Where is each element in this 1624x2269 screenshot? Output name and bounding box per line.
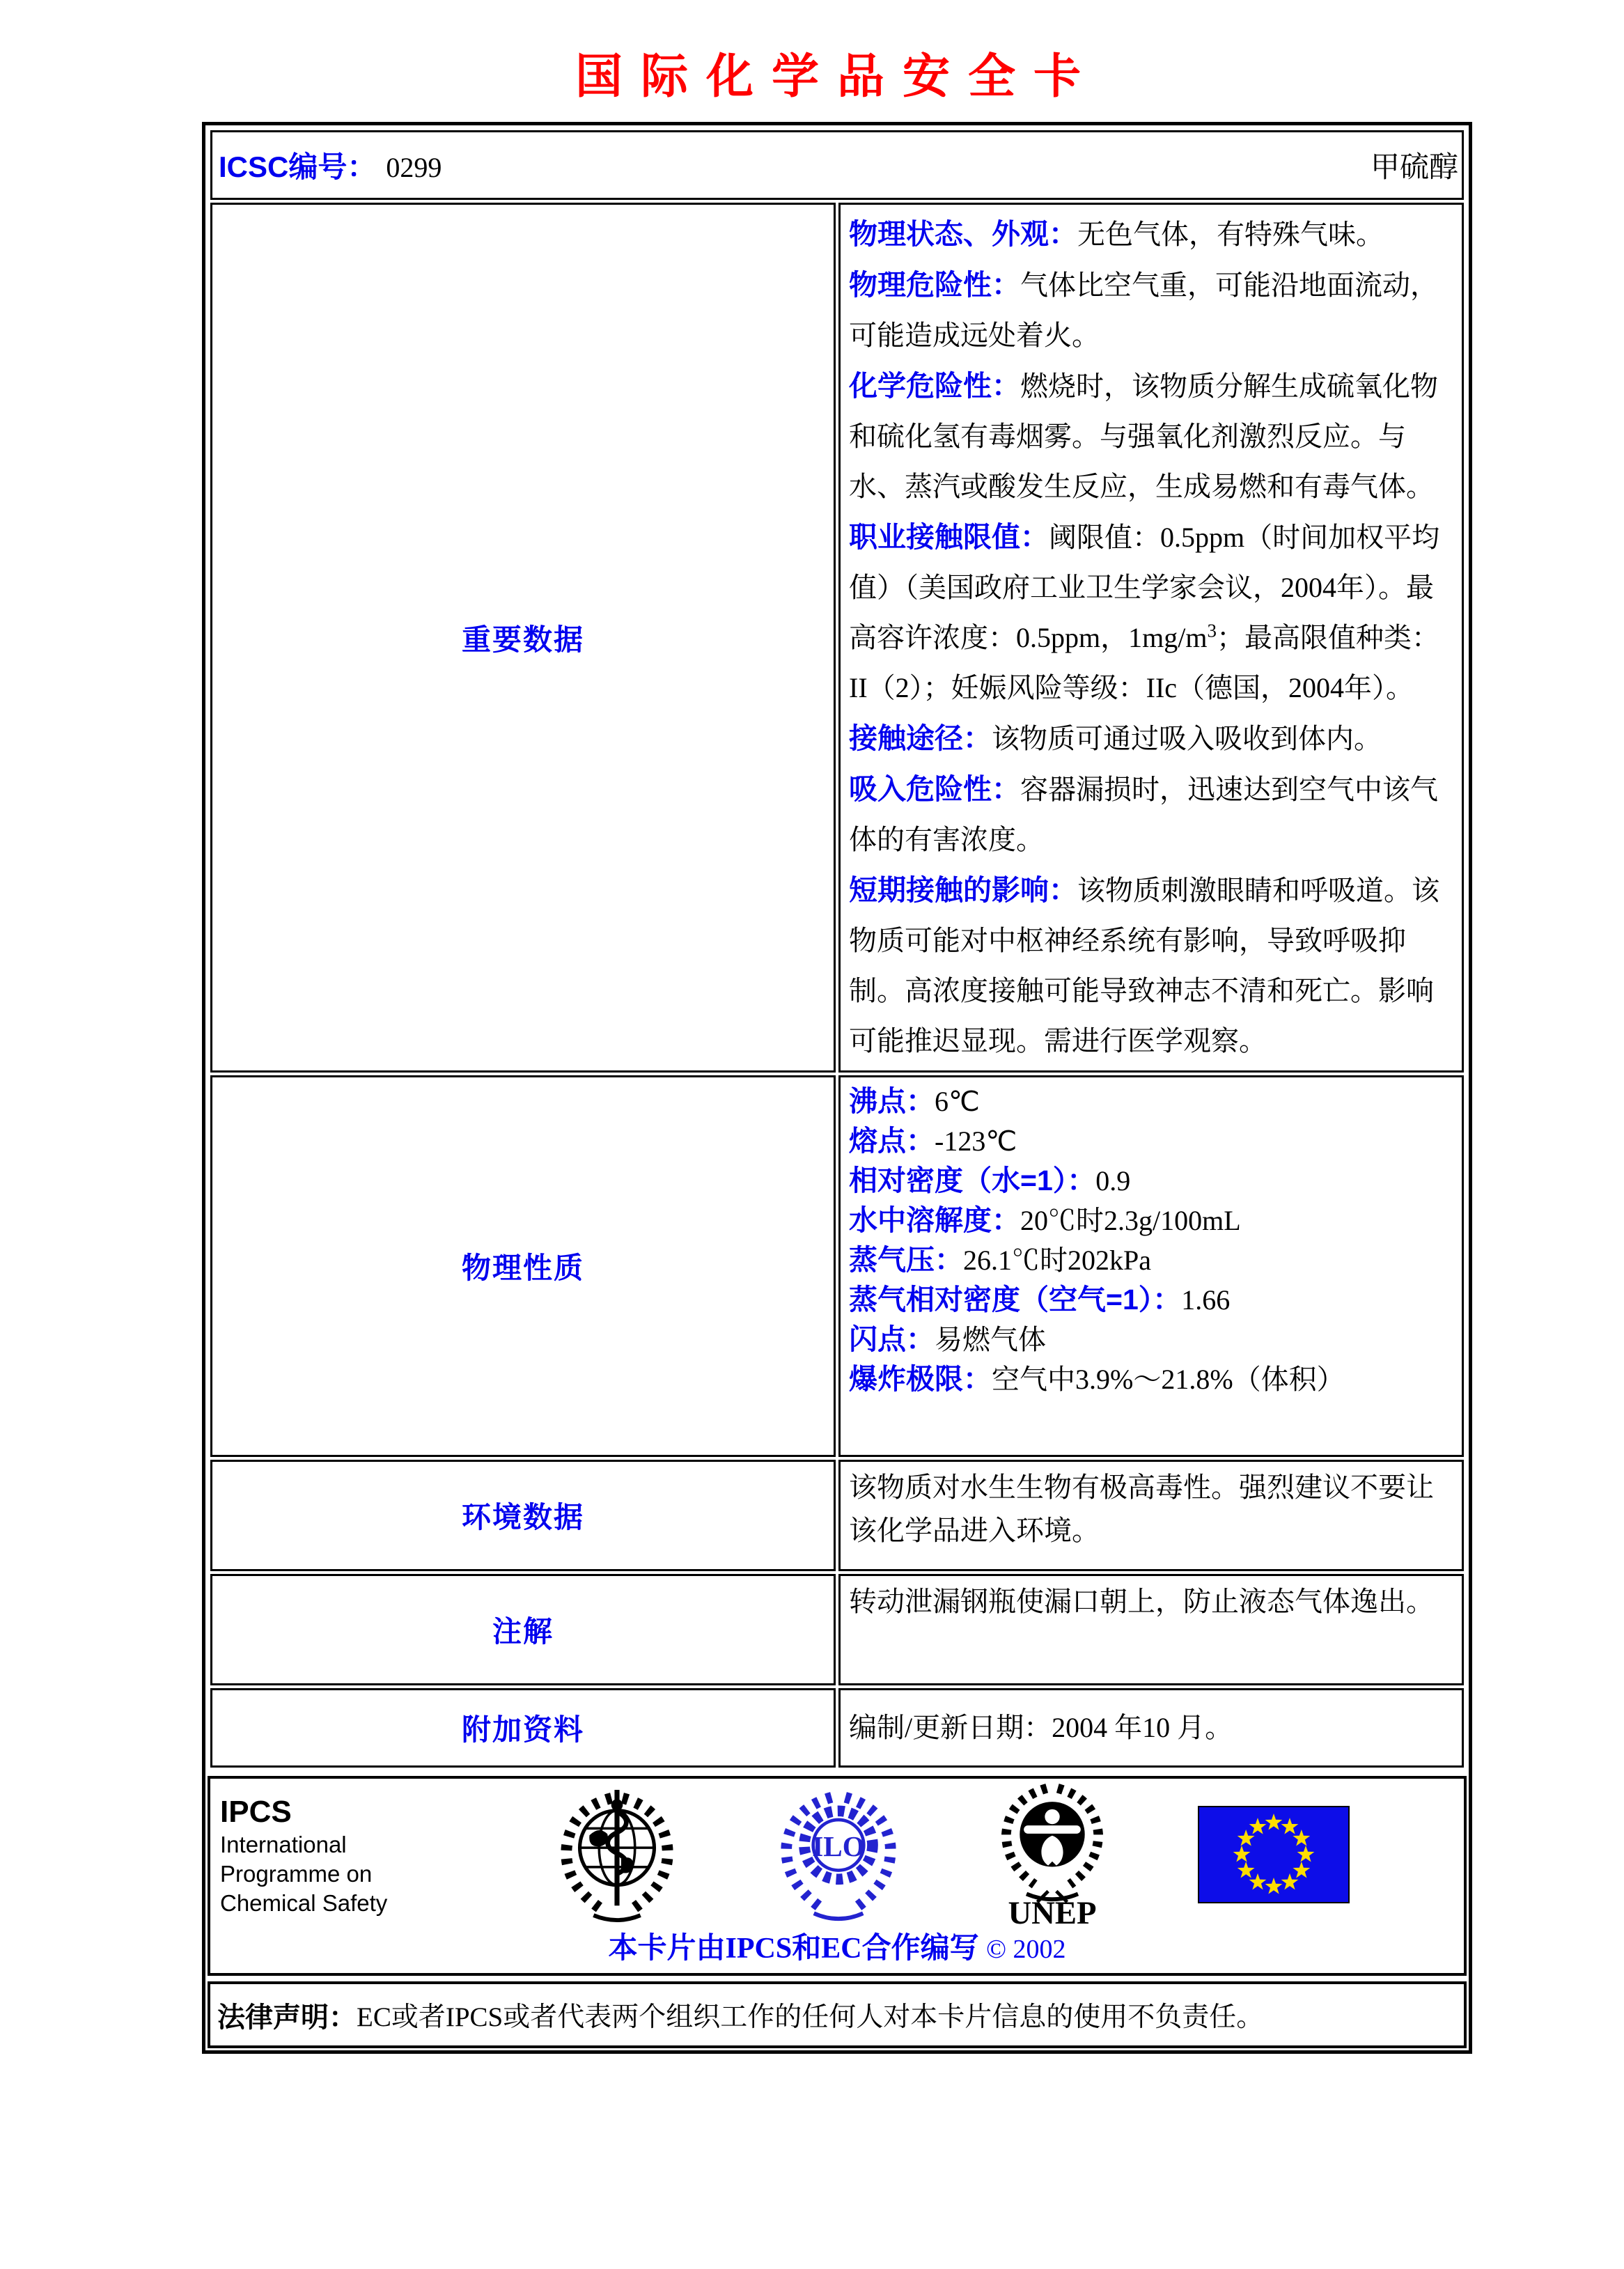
legal-notice-label: 法律声明： (217, 2002, 357, 2033)
property-melting-point: 熔点：-123℃ (849, 1125, 1017, 1157)
important-data-item-short-term-effects: 短期接触的影响：该物质刺激眼睛和呼吸道。该物质可能对中枢神经系统有影响，导致呼吸抑制。高浓度接触可能导致神志不清和死亡。影响可能推迟显现。需进行医学观察。 (849, 874, 1439, 1056)
chemical-name: 甲硫醇 (1370, 152, 1458, 184)
footer-caption (220, 1932, 1454, 1966)
footer-copyright: © 2002 (986, 1935, 1066, 1964)
physical-properties-row (210, 1075, 1464, 1457)
property-vapour-pressure: 蒸气压：26.1℃时202kPa (849, 1244, 1151, 1276)
important-data-row (210, 203, 1464, 1073)
notes-row (210, 1574, 1464, 1685)
logo-row (220, 1784, 1454, 1928)
header-cell (210, 130, 1464, 200)
property-water-solubility: 水中溶解度：20℃时2.3g/100mL (849, 1204, 1241, 1236)
environmental-data-row (210, 1460, 1464, 1571)
ipcs-text-block: IPCS International Programme on Chemical Safety (220, 1794, 464, 1918)
property-boiling-point: 沸点：6℃ (849, 1085, 980, 1117)
eu-flag-icon (1198, 1806, 1350, 1907)
row-label-important-data: 重要数据 (210, 203, 836, 1073)
footer-caption-text: 本卡片由IPCS和EC合作编写 (608, 1933, 979, 1965)
legal-notice-box (208, 1981, 1467, 2048)
ilo-logo-icon (770, 1784, 907, 1929)
notes-content: 转动泄漏钢瓶使漏口朝上，防止液态气体逸出。 (838, 1574, 1464, 1685)
icsc-card-page (0, 39, 1624, 2269)
unep-logo-icon (991, 1780, 1114, 1933)
icsc-number-label: ICSC编号： (219, 150, 377, 183)
ipcs-acronym: IPCS (220, 1795, 292, 1829)
superscript-3: 3 (1207, 620, 1217, 641)
row-label-notes: 注解 (210, 1574, 836, 1685)
important-data-item-chemical-dangers: 化学危险性：燃烧时，该物质分解生成硫氧化物和硫化氢有毒烟雾。与强氧化剂激烈反应。与水、蒸汽或酸发生反应，生成易燃和有毒气体。 (849, 370, 1438, 502)
header-row (210, 130, 1464, 200)
icsc-number-value: 0299 (386, 152, 442, 183)
important-data-content (838, 203, 1464, 1073)
important-data-item-inhalation-risk: 吸入危险性：容器漏损时，迅速达到空气中该气体的有害浓度。 (849, 773, 1438, 855)
icsc-number-group (219, 144, 442, 186)
property-relative-density: 相对密度（水=1）：0.9 (849, 1164, 1131, 1196)
important-data-item-physical-state: 物理状态、外观：无色气体，有特殊气味。 (849, 218, 1384, 250)
physical-properties-content (838, 1075, 1464, 1457)
icsc-main-table (208, 127, 1467, 1770)
row-label-additional-info: 附加资料 (210, 1688, 836, 1768)
important-data-item-occupational-limits: 职业接触限值：阈限值：0.5ppm（时间加权平均值）（美国政府工业卫生学家会议，2004年）。最高容许浓度：0.5ppm，$1mg/m^3$；最高限值种类：II（2）；妊娠风险等级：IIc（德国，2004年）。 (849, 521, 1440, 703)
property-explosive-limits: 爆炸极限：空气中3.9%～21.8%（体积） (849, 1363, 1345, 1395)
important-data-item-exposure-routes: 接触途径：该物质可通过吸入吸收到体内。 (849, 722, 1382, 754)
important-data-item-physical-dangers: 物理危险性：气体比空气重，可能沿地面流动，可能造成远处着火。 (849, 269, 1438, 351)
row-label-environmental-data: 环境数据 (210, 1460, 836, 1571)
property-vapour-density: 蒸气相对密度（空气=1）：1.66 (849, 1284, 1231, 1316)
page-title: 国际化学品安全卡 (575, 50, 1099, 103)
additional-info-content: 编制/更新日期：2004 年10 月。 (838, 1688, 1464, 1768)
additional-info-row (210, 1688, 1464, 1768)
who-logo-icon (548, 1781, 686, 1931)
property-flash-point: 闪点：易燃气体 (849, 1323, 1046, 1355)
svg-text:UNEP: UNEP (1008, 1894, 1097, 1929)
svg-text:ILO: ILO (812, 1830, 865, 1862)
icsc-card (202, 122, 1472, 2054)
row-label-physical-properties: 物理性质 (210, 1075, 836, 1457)
environmental-data-content: 该物质对水生生物有极高毒性。强烈建议不要让该化学品进入环境。 (838, 1460, 1464, 1571)
ipcs-footer-box (208, 1776, 1467, 1976)
legal-notice-text: EC或者IPCS或者代表两个组织工作的任何人对本卡片信息的使用不负责任。 (357, 2002, 1264, 2032)
